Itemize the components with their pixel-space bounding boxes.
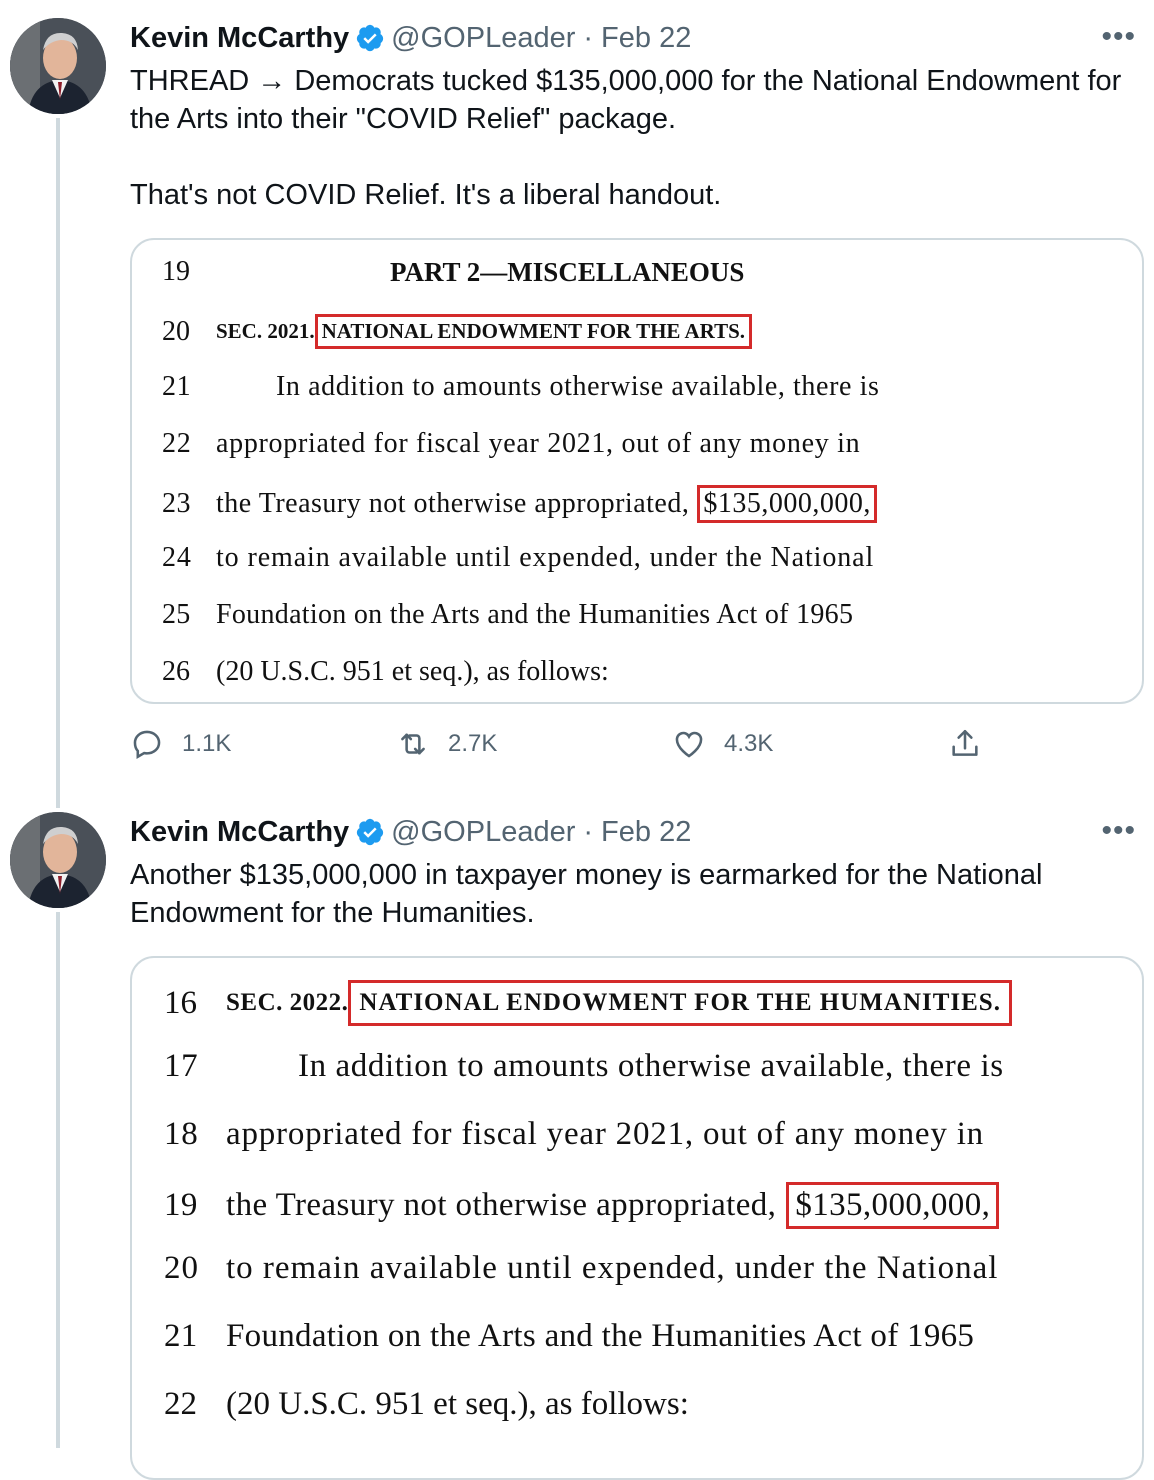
highlight-box: NATIONAL ENDOWMENT FOR THE ARTS. [315,314,752,349]
highlight-box: $135,000,000, [697,485,877,523]
share-button[interactable] [948,727,982,761]
doc-line: 24 to remain available until expended, under the National [162,542,875,573]
doc-line: 20 to remain available until expended, under the National [164,1250,999,1286]
tweet-header [130,812,691,852]
verified-badge-icon [355,817,385,847]
doc-line: 21 Foundation on the Arts and the Humanities Act of 1965 [164,1318,975,1354]
separator-dot: · [583,815,594,848]
tweet-date[interactable]: Feb 22 [601,815,692,848]
more-options-icon[interactable]: ••• [1101,20,1136,53]
retweet-icon [396,727,430,761]
reply-count: 1.1K [182,730,232,757]
tweet-text: THREAD → Democrats tucked $135,000,000 for the National Endowment for the Arts into their "COVID Relief" package. That's not COVID Relief. It's a liberal handout. [130,65,1122,211]
avatar[interactable] [10,18,106,114]
tweet-actions [130,722,990,766]
tweet-text: Another $135,000,000 in taxpayer money is earmarked for the National Endowment for the Humanities. [130,859,1051,929]
author-name[interactable]: Kevin McCarthy [130,21,350,54]
thread-connector-line [56,118,60,808]
like-count: 4.3K [724,730,774,757]
highlight-box: NATIONAL ENDOWMENT FOR THE HUMANITIES. [348,980,1012,1026]
retweet-count: 2.7K [448,730,498,757]
doc-line: 26 (20 U.S.C. 951 et seq.), as follows: [162,656,609,687]
highlight-box: $135,000,000, [786,1182,999,1229]
doc-line: 17 In addition to amounts otherwise available, there is [164,1048,1004,1084]
heart-icon [672,727,706,761]
verified-badge-icon [355,23,385,53]
doc-line: 25 Foundation on the Arts and the Humanities Act of 1965 [162,599,854,630]
tweet-date[interactable]: Feb 22 [601,21,692,54]
doc-line: 20 SEC. 2021. NATIONAL ENDOWMENT FOR THE ARTS. [162,314,752,349]
doc-line: 22 appropriated for fiscal year 2021, out of any money in [162,428,861,459]
author-name[interactable]: Kevin McCarthy [130,815,350,848]
doc-line: 19 the Treasury not otherwise appropriated, $135,000,000, [164,1182,999,1229]
reply-button[interactable] [130,727,396,761]
doc-line: 18 appropriated for fiscal year 2021, out of any money in [164,1116,984,1152]
avatar[interactable] [10,812,106,908]
author-handle[interactable]: @GOPLeader [391,815,576,848]
tweet-header [130,18,691,58]
doc-line: 16 SEC. 2022. NATIONAL ENDOWMENT FOR THE HUMANITIES. [164,980,1012,1026]
doc-line: 21 In addition to amounts otherwise available, there is [162,371,880,402]
tweet-media-image[interactable] [130,238,1144,704]
like-button[interactable] [672,727,948,761]
thread-connector-line [56,912,60,1448]
author-handle[interactable]: @GOPLeader [391,21,576,54]
tweet-media-image[interactable] [130,956,1144,1480]
more-options-icon[interactable]: ••• [1101,814,1136,847]
separator-dot: · [583,21,594,54]
doc-line: 22 (20 U.S.C. 951 et seq.), as follows: [164,1386,689,1422]
retweet-button[interactable] [396,727,672,761]
reply-icon [130,727,164,761]
doc-line: 23 the Treasury not otherwise appropriated, $135,000,000, [162,485,877,523]
doc-line: 19 PART 2—MISCELLANEOUS [162,256,745,287]
share-icon [948,727,982,761]
